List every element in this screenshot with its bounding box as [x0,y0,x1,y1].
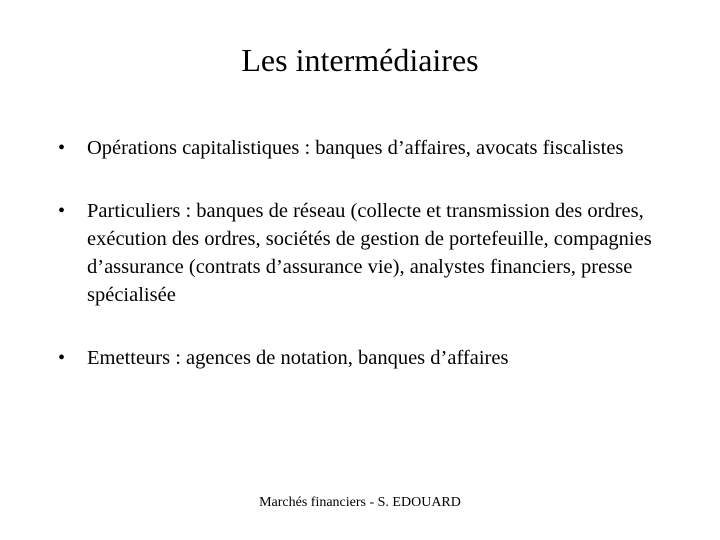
bullet-text: Opérations capitalistiques : banques d’affaires, avocats fiscalistes [87,137,624,159]
bullet-dot-icon: • [58,347,66,369]
bullet-item-particuliers [56,197,666,309]
bullet-dot-icon: • [58,137,66,159]
bullet-text: Particuliers : banques de réseau (collecte et transmission des ordres, exécution des ordres, sociétés de gestion de portefeuille, compagnies d’assurance (contrats d’assurance vie), analystes financiers, presse spécialisée [87,200,652,306]
bullet-list [56,134,666,372]
bullet-item-operations [56,134,666,162]
slide-title: Les intermédiaires [241,42,479,78]
bullet-item-emetteurs [56,344,666,372]
bullet-text: Emetteurs : agences de notation, banques d’affaires [87,347,509,369]
bullet-dot-icon: • [58,200,66,222]
slide-footer: Marchés financiers - S. EDOUARD [259,495,461,510]
